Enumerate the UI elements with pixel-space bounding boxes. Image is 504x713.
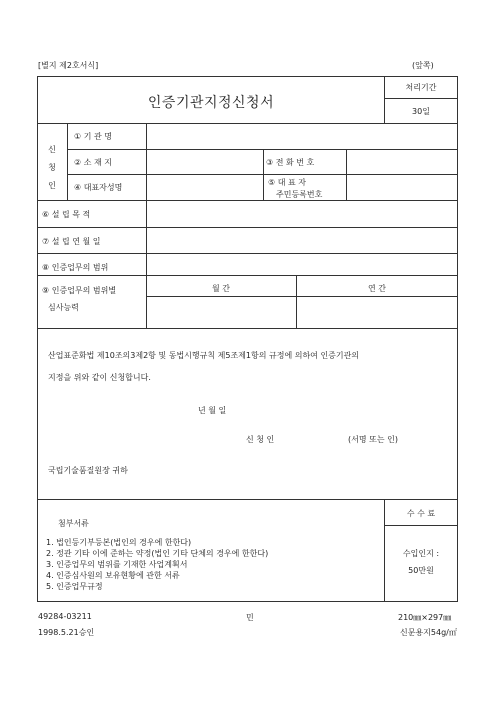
scope-label: ⑧ 인증업무의 범위 xyxy=(42,263,109,272)
phone-label: ③ 전 화 번 호 xyxy=(266,158,315,167)
signature-note: (서명 또는 인) xyxy=(348,435,398,444)
divider xyxy=(37,200,458,201)
paper-size: 210㎜×297㎜ xyxy=(398,613,452,622)
applicant-label: 신 청 인 xyxy=(48,145,56,190)
page-side: (앞쪽) xyxy=(412,61,434,70)
footer-center: 민 xyxy=(246,613,254,622)
capacity-label-2: 심사능력 xyxy=(48,303,79,312)
rep-id-label-2: 주민등록번호 xyxy=(276,190,323,199)
list-item: 3. 인증업무의 범위를 기재한 사업계획서 xyxy=(46,560,188,569)
list-item: 5. 인증업무규정 xyxy=(46,582,103,591)
divider xyxy=(37,499,458,500)
monthly-header: 월 간 xyxy=(212,284,230,293)
form-number: [별지 제2호서식] xyxy=(38,61,99,70)
approval-date: 1998.5.21승인 xyxy=(38,628,95,637)
form-title: 인증기관지정신청서 xyxy=(147,95,275,111)
fee-line1: 수입인지 : xyxy=(402,549,440,558)
statement-line1: 산업표준화법 제10조의3제2항 및 동법시행규칙 제5조제1항의 규정에 의하여 인증기관의 xyxy=(48,351,360,360)
form-code: 49284-03211 xyxy=(38,612,92,621)
attachments-title: 첨부서류 xyxy=(58,519,89,528)
fee-line2: 50만원 xyxy=(408,566,434,575)
list-item: 1. 법인등기부등본(법인의 경우에 한한다) xyxy=(46,538,192,547)
applicant-sign-label: 신 청 인 xyxy=(246,435,275,444)
list-item: 2. 정관 기타 이에 준하는 약정(법인 기타 단체의 경우에 한한다) xyxy=(46,549,269,558)
rep-id-label-1: ⑤ 대 표 자 xyxy=(268,178,306,187)
divider xyxy=(146,200,147,328)
divider xyxy=(37,253,458,254)
divider xyxy=(384,98,458,99)
rep-name-label: ④ 대표자성명 xyxy=(74,183,123,192)
fee-label: 수 수 료 xyxy=(406,509,436,518)
est-date-label: ⑦ 설 립 연 월 일 xyxy=(42,237,101,246)
divider xyxy=(67,123,68,200)
recipient: 국립기술품질원장 귀하 xyxy=(48,466,128,475)
divider xyxy=(37,328,458,329)
capacity-label-1: ⑨ 인증업무의 범위별 xyxy=(42,286,117,295)
attachments-list xyxy=(46,537,268,592)
divider xyxy=(37,275,458,276)
statement-line2: 지정을 위와 같이 신청합니다. xyxy=(48,373,151,382)
org-name-label: ① 기 관 명 xyxy=(74,132,112,141)
date-line: 년 월 일 xyxy=(198,406,227,415)
form-frame xyxy=(37,76,458,602)
divider xyxy=(146,123,147,200)
processing-value: 30일 xyxy=(412,107,430,116)
address-label: ② 소 재 지 xyxy=(74,158,112,167)
yearly-header: 연 간 xyxy=(368,284,386,293)
list-item: 4. 인증심사원의 보유현황에 관한 서류 xyxy=(46,571,180,580)
processing-label: 처리기간 xyxy=(405,83,437,92)
purpose-label: ⑥ 설 립 목 적 xyxy=(42,210,91,219)
divider xyxy=(37,123,458,124)
divider xyxy=(146,296,458,297)
divider xyxy=(263,149,264,200)
divider xyxy=(346,149,347,200)
divider xyxy=(384,525,458,526)
divider xyxy=(37,227,458,228)
paper-type: 신문용지54g/㎡ xyxy=(400,628,457,637)
